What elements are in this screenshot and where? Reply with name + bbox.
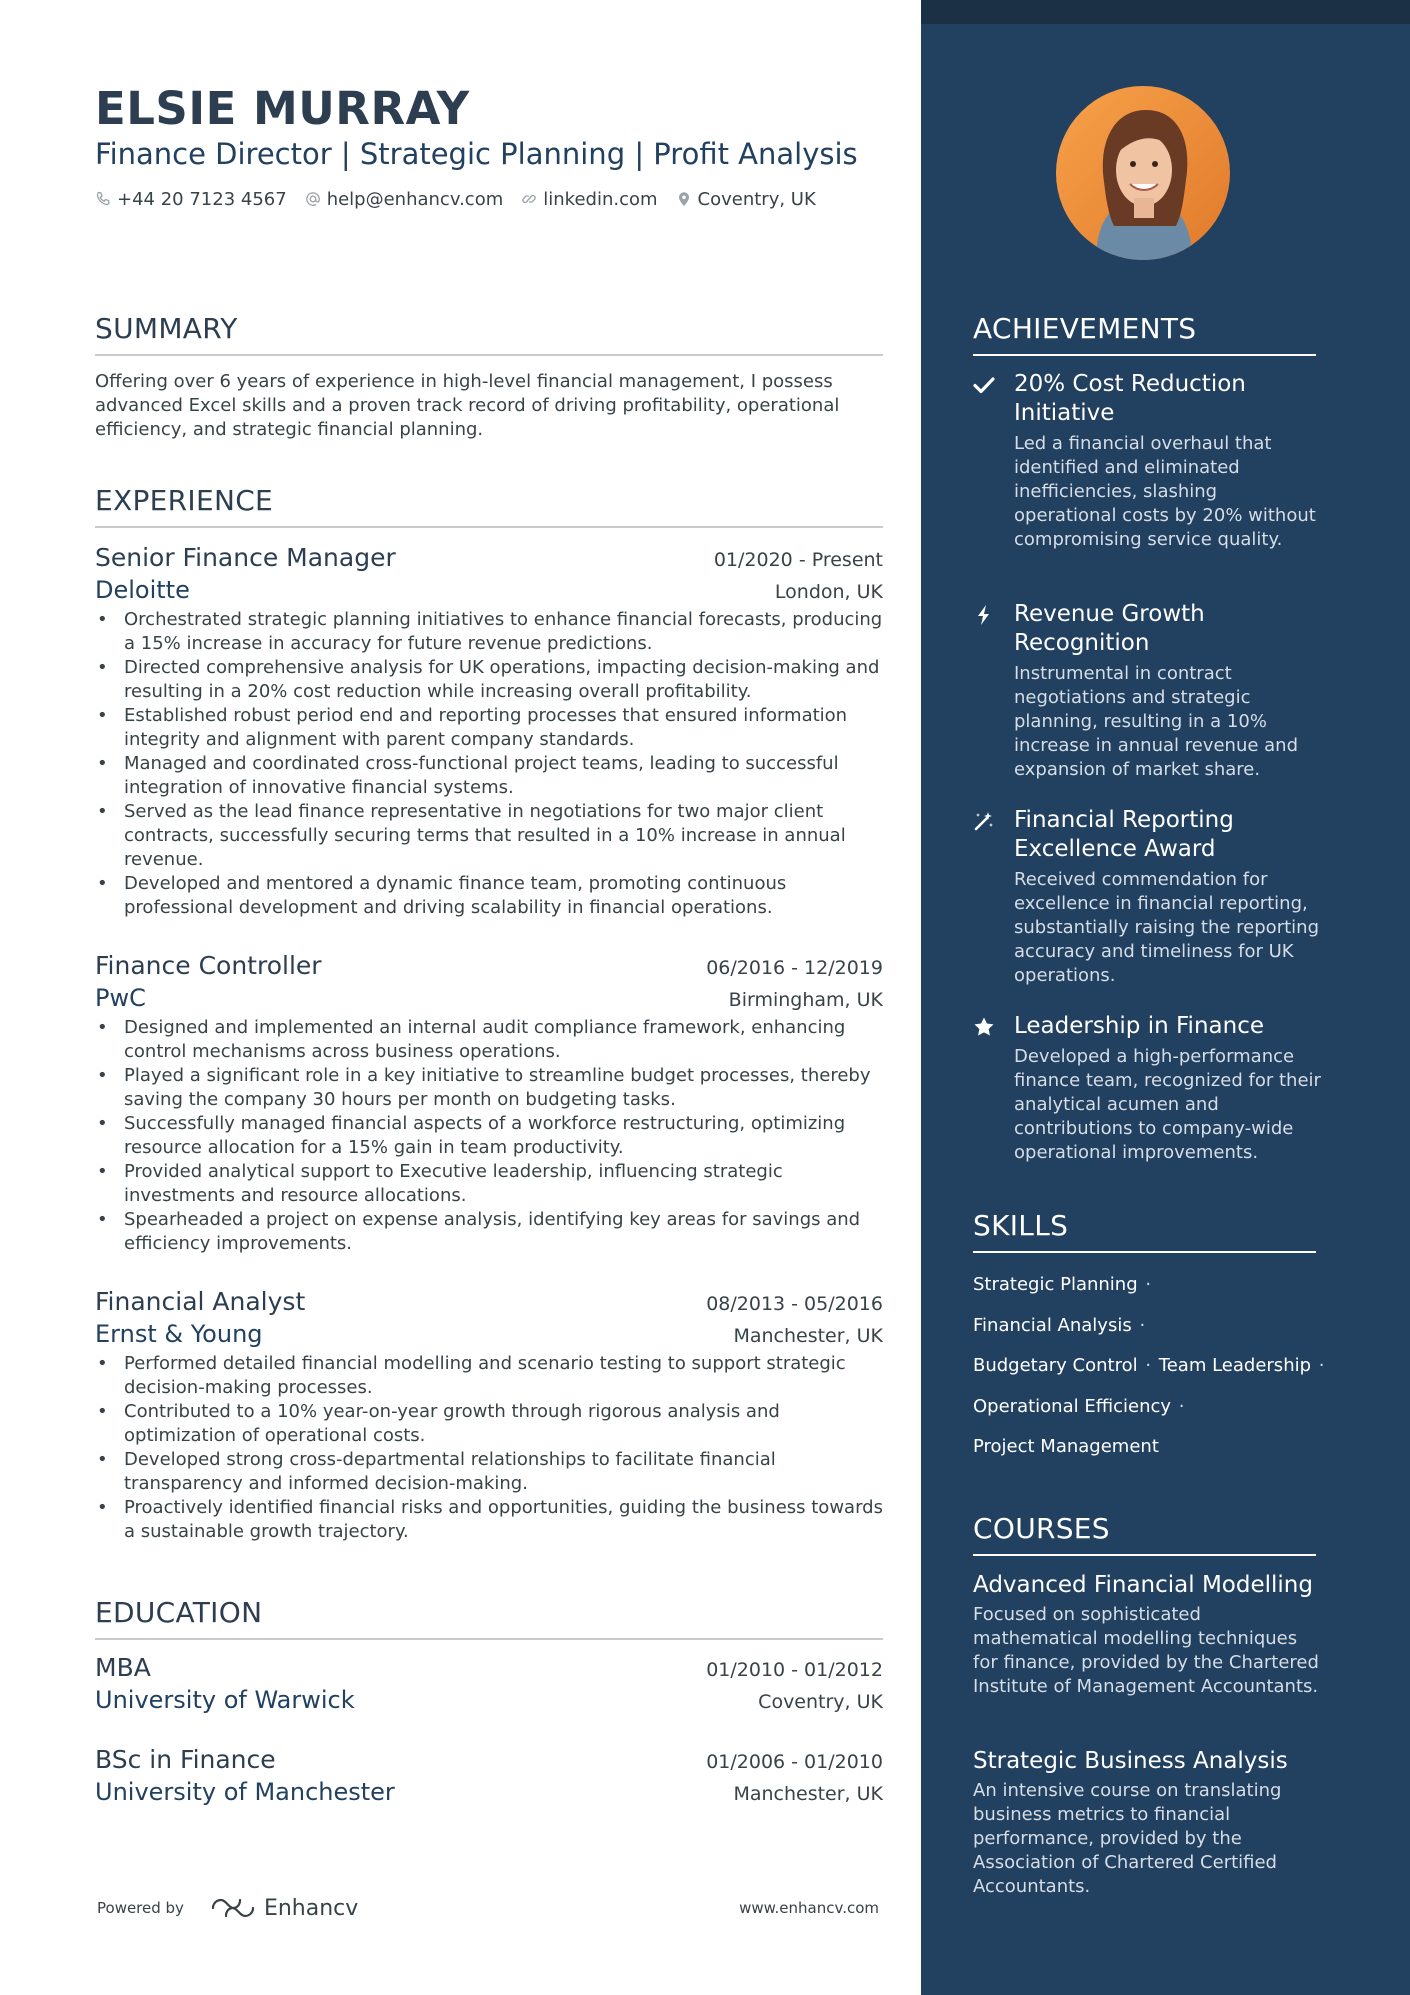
education-heading: EDUCATION bbox=[95, 1596, 883, 1640]
education-entry bbox=[95, 1652, 883, 1716]
achievement-title: Leadership in Finance bbox=[1014, 1013, 1264, 1039]
sidebar-top-bar bbox=[921, 0, 1410, 24]
website-link[interactable]: www.enhancv.com bbox=[739, 1899, 879, 1917]
magic-wand-icon bbox=[973, 810, 995, 832]
achievement-item bbox=[973, 806, 1323, 988]
achievement-title: Revenue Growth Recognition bbox=[1014, 601, 1205, 656]
experience-entry bbox=[95, 542, 883, 920]
school-name: University of Manchester bbox=[95, 1778, 395, 1806]
achievement-desc: Instrumental in contract negotiations and strategic planning, resulting in a 10% increase in annual revenue and expansion of market share. bbox=[1014, 663, 1299, 780]
skill-row bbox=[973, 1427, 1333, 1468]
bullet: • Proactively identified financial risks and opportunities, guiding the business towards a sustainable growth trajectory. bbox=[95, 1496, 883, 1544]
job-dates: 06/2016 - 12/2019 bbox=[706, 957, 883, 979]
company-name: PwC bbox=[95, 984, 146, 1012]
skill-tag: Operational Efficiency bbox=[973, 1395, 1172, 1417]
school-name: University of Warwick bbox=[95, 1686, 355, 1714]
contact-linkedin[interactable] bbox=[521, 189, 657, 210]
location-pin-icon bbox=[676, 191, 692, 207]
contact-location bbox=[676, 189, 816, 210]
achievement-desc: Led a financial overhaul that identified and eliminated inefficiencies, slashing operational costs by 20% without compromising service quality. bbox=[1014, 433, 1316, 550]
job-bullets bbox=[95, 608, 883, 920]
course-title: Strategic Business Analysis bbox=[973, 1748, 1288, 1774]
separator-dot: · bbox=[1133, 1314, 1146, 1336]
bullet: • Managed and coordinated cross-functional project teams, leading to successful integration of innovative financial systems. bbox=[95, 752, 883, 800]
phone-icon bbox=[95, 191, 111, 207]
contact-email[interactable] bbox=[305, 189, 504, 210]
separator-dot: · bbox=[1139, 1355, 1157, 1376]
course-item bbox=[973, 1570, 1323, 1699]
experience-heading: EXPERIENCE bbox=[95, 484, 883, 528]
bullet: • Established robust period end and reporting processes that ensured information integrity and alignment with parent company standards. bbox=[95, 704, 883, 752]
linkedin-text: linkedin.com bbox=[543, 188, 658, 210]
bullet: • Played a significant role in a key initiative to streamline budget processes, thereby saving the company 30 hours per month on budgeting tasks. bbox=[95, 1064, 883, 1112]
achievement-title: 20% Cost Reduction Initiative bbox=[1014, 371, 1246, 426]
achievement-item bbox=[973, 370, 1323, 552]
achievement-desc: Developed a high-performance finance team, recognized for their analytical acumen and contributions to company-wide operational improvements. bbox=[1014, 1046, 1321, 1163]
job-bullets bbox=[95, 1352, 883, 1544]
summary-heading: SUMMARY bbox=[95, 312, 883, 356]
job-dates: 08/2013 - 05/2016 bbox=[706, 1293, 883, 1315]
achievement-item bbox=[973, 1012, 1323, 1165]
achievement-title: Financial Reporting Excellence Award bbox=[1014, 807, 1234, 862]
bullet: • Performed detailed financial modelling and scenario testing to support strategic decision-making processes. bbox=[95, 1352, 883, 1400]
job-bullets bbox=[95, 1016, 883, 1256]
degree: MBA bbox=[95, 1653, 151, 1682]
check-icon bbox=[973, 374, 995, 396]
skill-row bbox=[973, 1265, 1333, 1306]
course-desc: Focused on sophisticated mathematical modelling techniques for finance, provided by the Chartered Institute of Management Accountants. bbox=[973, 1604, 1319, 1697]
course-desc: An intensive course on translating business metrics to financial performance, provided by the Association of Chartered Certified Accountants. bbox=[973, 1780, 1282, 1897]
bullet: • Designed and implemented an internal audit compliance framework, enhancing control mechanisms across business operations. bbox=[95, 1016, 883, 1064]
summary-text: Offering over 6 years of experience in high-level financial management, I possess advanced Excel skills and a proven track record of driving profitability, operational efficiency, and strategic financial planning. bbox=[95, 371, 840, 440]
course-title: Advanced Financial Modelling bbox=[973, 1572, 1313, 1598]
bullet: • Successfully managed financial aspects of a workforce restructuring, optimizing resource allocation for a 15% gain in team productivity. bbox=[95, 1112, 883, 1160]
job-title: Finance Controller bbox=[95, 951, 322, 980]
edu-location: Manchester, UK bbox=[733, 1783, 883, 1805]
contact-phone[interactable] bbox=[95, 189, 287, 210]
bullet: • Orchestrated strategic planning initiatives to enhance financial forecasts, producing a 15% increase in accuracy for future revenue predictions. bbox=[95, 608, 883, 656]
skills-list bbox=[973, 1265, 1333, 1468]
star-icon bbox=[973, 1016, 995, 1038]
skills-heading: SKILLS bbox=[973, 1209, 1316, 1253]
brand-name: Enhancv bbox=[263, 1895, 359, 1921]
degree: BSc in Finance bbox=[95, 1745, 276, 1774]
headline: Finance Director | Strategic Planning | Profit Analysis bbox=[95, 137, 858, 171]
skill-tag: Project Management bbox=[973, 1436, 1159, 1457]
job-location: Birmingham, UK bbox=[728, 989, 883, 1011]
avatar bbox=[1056, 86, 1230, 260]
job-dates: 01/2020 - Present bbox=[713, 549, 883, 571]
bullet: • Provided analytical support to Executive leadership, influencing strategic investments and resource allocations. bbox=[95, 1160, 883, 1208]
phone-text: +44 20 7123 4567 bbox=[117, 188, 287, 210]
bullet: • Contributed to a 10% year-on-year growth through rigorous analysis and optimization of operational costs. bbox=[95, 1400, 883, 1448]
footer bbox=[97, 1893, 879, 1923]
separator-dot: · bbox=[1173, 1395, 1185, 1417]
skill-row bbox=[973, 1346, 1333, 1387]
skill-tag: Team Leadership bbox=[1158, 1355, 1312, 1376]
edu-location: Coventry, UK bbox=[758, 1691, 883, 1713]
achievements-heading: ACHIEVEMENTS bbox=[973, 312, 1316, 356]
skill-row bbox=[973, 1387, 1333, 1428]
candidate-name: ELSIE MURRAY bbox=[95, 82, 470, 135]
enhancv-logo[interactable] bbox=[210, 1896, 358, 1921]
edu-dates: 01/2010 - 01/2012 bbox=[706, 1659, 883, 1681]
bullet: • Developed and mentored a dynamic finance team, promoting continuous professional development and driving scalability in financial operations. bbox=[95, 872, 883, 920]
bullet: • Spearheaded a project on expense analysis, identifying key areas for savings and efficiency improvements. bbox=[95, 1208, 883, 1256]
profile-photo bbox=[1056, 86, 1230, 260]
bullet: • Directed comprehensive analysis for UK operations, impacting decision-making and resulting in a 20% cost reduction while increasing overall profitability. bbox=[95, 656, 883, 704]
edu-dates: 01/2006 - 01/2010 bbox=[706, 1751, 883, 1773]
enhancv-logo-icon bbox=[210, 1896, 256, 1920]
skill-tag: Strategic Planning bbox=[973, 1274, 1138, 1295]
location-text: Coventry, UK bbox=[697, 188, 816, 210]
contact-bar bbox=[95, 186, 834, 212]
separator-dot: · bbox=[1139, 1274, 1152, 1295]
powered-by bbox=[97, 1896, 358, 1921]
experience-entry bbox=[95, 950, 883, 1256]
skill-tag: Budgetary Control bbox=[973, 1355, 1138, 1376]
job-title: Financial Analyst bbox=[95, 1287, 306, 1316]
skill-row bbox=[973, 1306, 1333, 1347]
bullet: • Developed strong cross-departmental relationships to facilitate financial transparency and informed decision-making. bbox=[95, 1448, 883, 1496]
achievement-desc: Received commendation for excellence in financial reporting, substantially raising the reporting accuracy and timeliness for UK operations. bbox=[1014, 869, 1319, 986]
separator-dot: · bbox=[1313, 1355, 1325, 1376]
job-location: London, UK bbox=[774, 581, 883, 603]
job-location: Manchester, UK bbox=[733, 1325, 883, 1347]
company-name: Ernst & Young bbox=[95, 1320, 263, 1348]
bullet: • Served as the lead finance representative in negotiations for two major client contracts, successfully securing terms that resulted in a 10% increase in annual revenue. bbox=[95, 800, 883, 872]
achievement-item bbox=[973, 600, 1323, 782]
education-entry bbox=[95, 1744, 883, 1808]
powered-by-label: Powered by bbox=[97, 1899, 184, 1917]
course-item bbox=[973, 1746, 1323, 1899]
company-name: Deloitte bbox=[95, 576, 190, 604]
skill-tag: Financial Analysis bbox=[973, 1314, 1132, 1336]
courses-heading: COURSES bbox=[973, 1512, 1316, 1556]
job-title: Senior Finance Manager bbox=[95, 543, 396, 572]
experience-entry bbox=[95, 1286, 883, 1544]
lightning-icon bbox=[973, 604, 995, 626]
email-text: help@enhancv.com bbox=[326, 188, 504, 210]
link-icon bbox=[521, 191, 537, 207]
at-icon bbox=[305, 191, 321, 207]
